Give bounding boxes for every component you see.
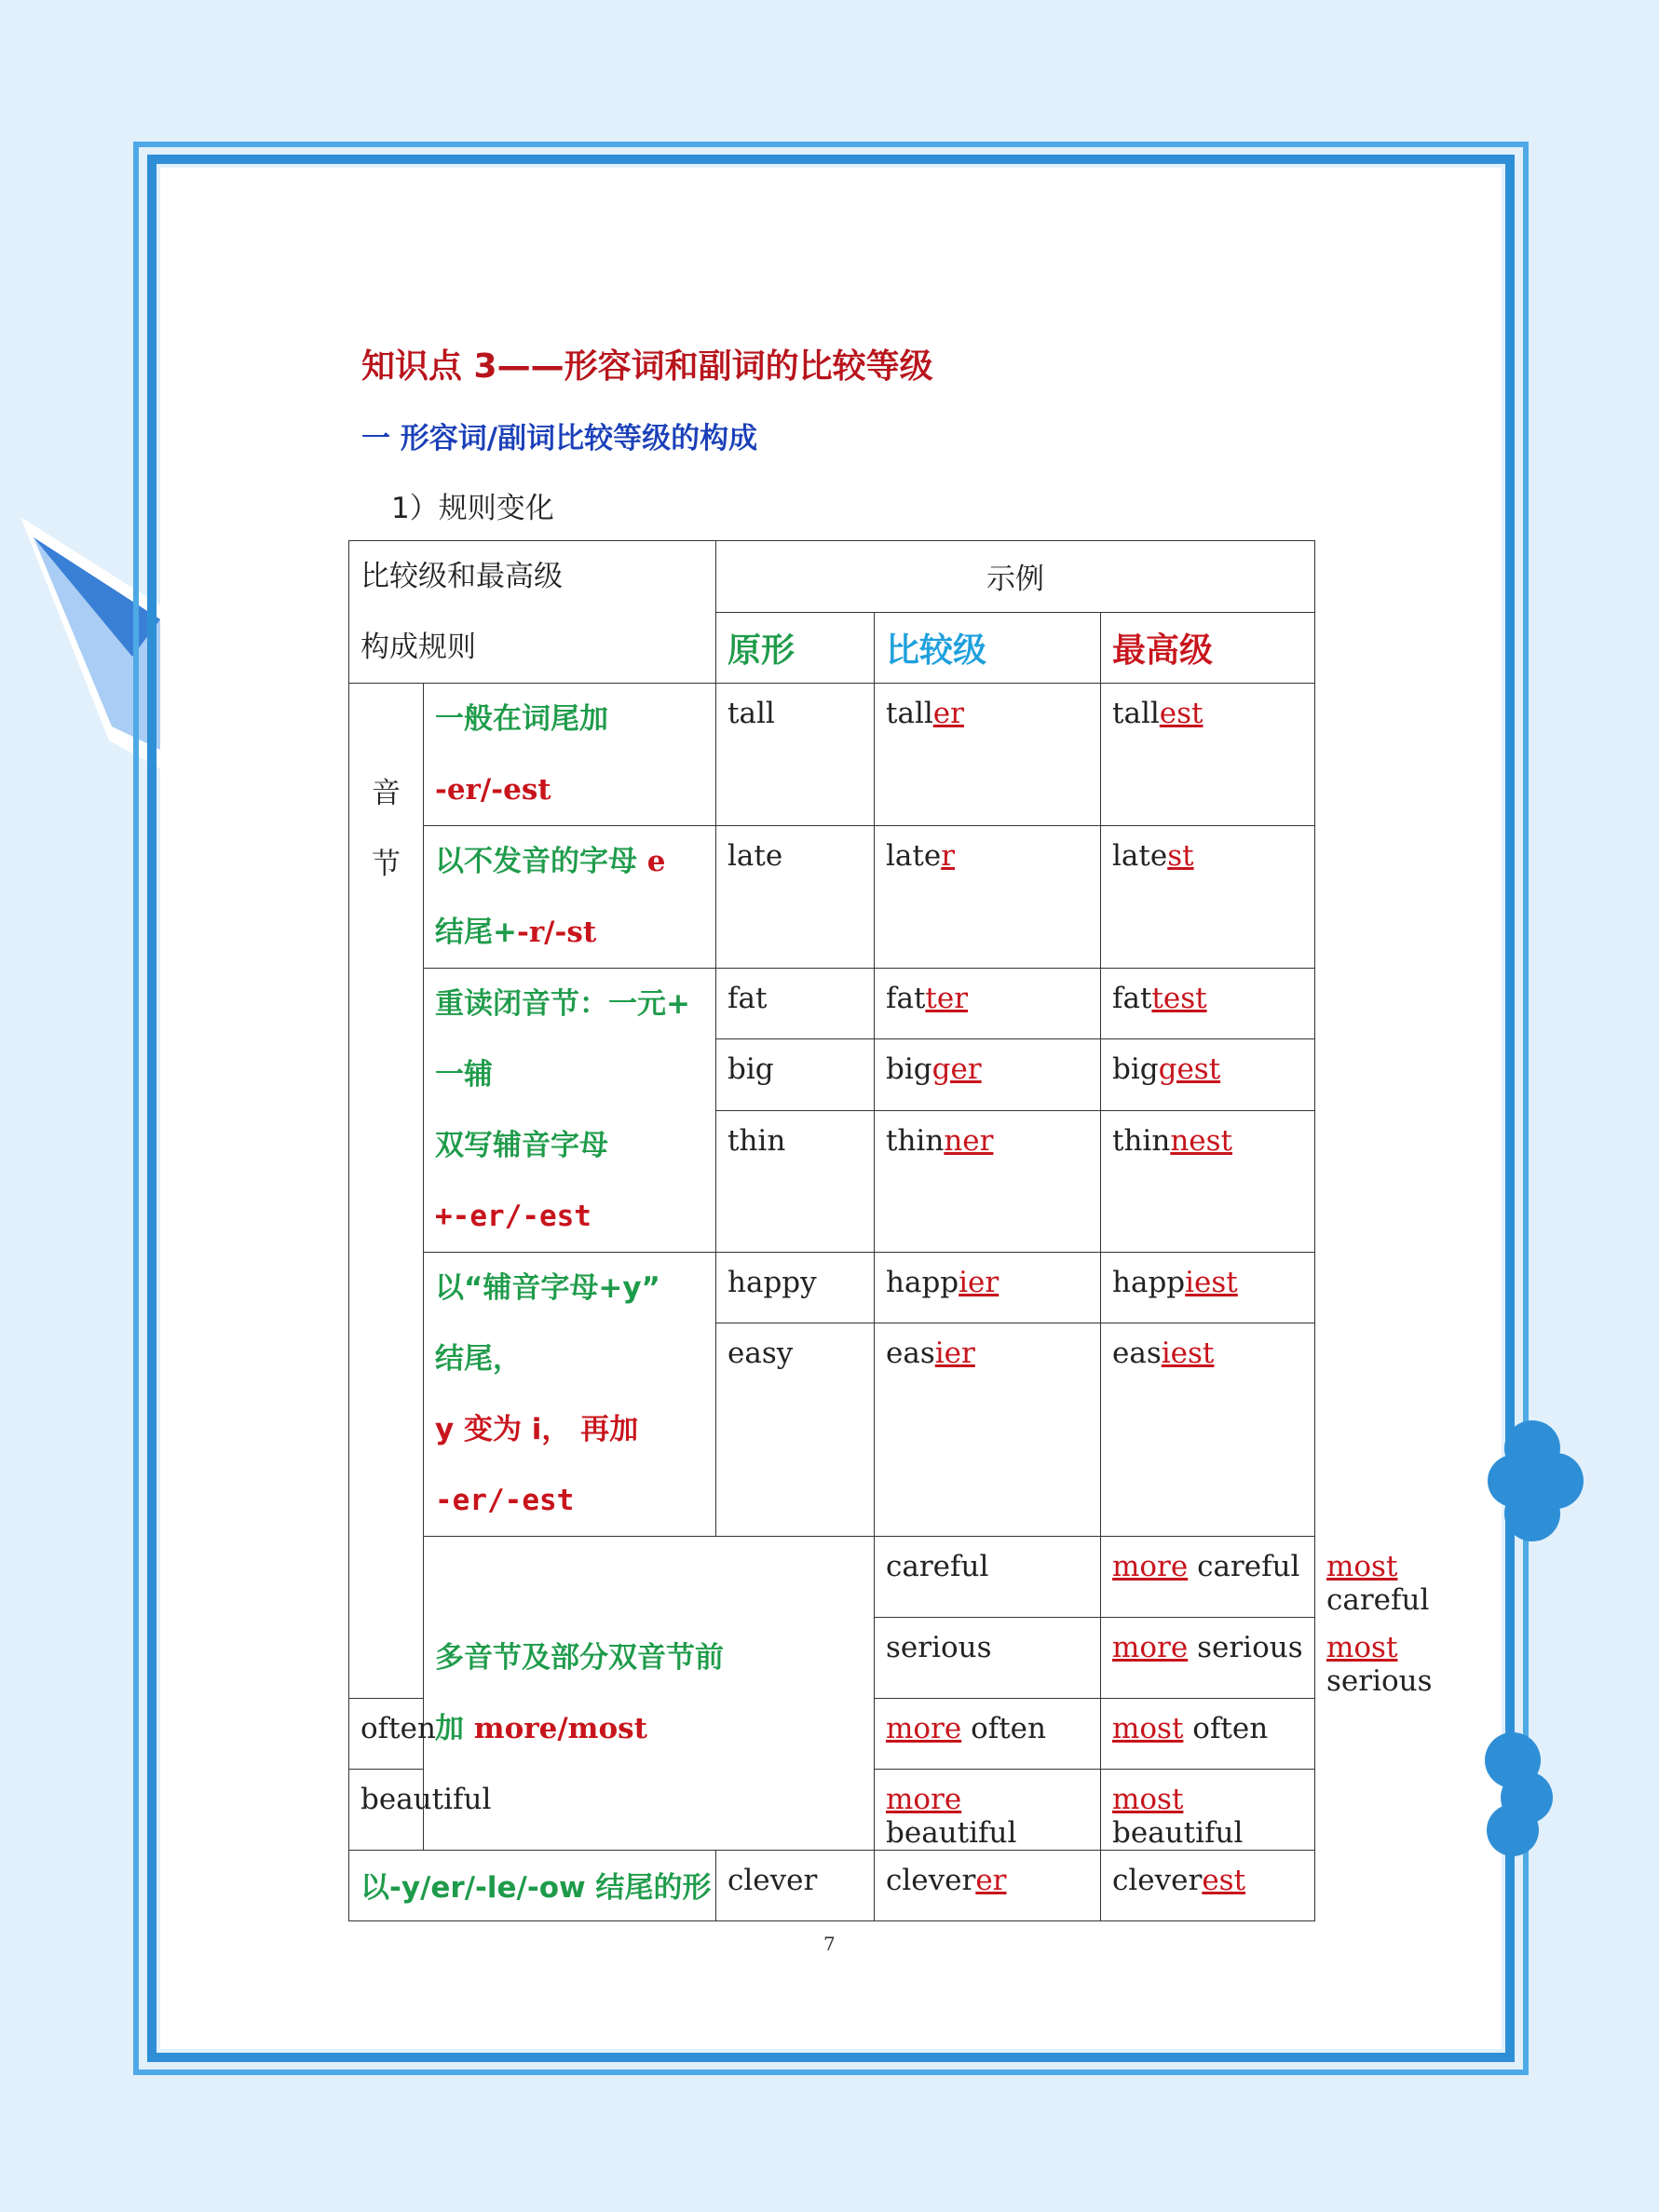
stem: happ (886, 1266, 959, 1299)
section-subtitle: 一 形容词/副词比较等级的构成 (361, 422, 758, 455)
word: serious (1188, 1631, 1303, 1664)
rule-double-text3: 双写辅音字母 (435, 1129, 608, 1162)
word-base: clever (716, 1851, 875, 1921)
word-superlative (1101, 969, 1315, 1039)
syllable-label-top: 音 (372, 777, 401, 810)
word-superlative (1101, 1253, 1315, 1323)
page-title: 知识点 3——形容词和副词的比较等级 (361, 347, 933, 386)
stem: fat (1112, 982, 1152, 1015)
word-base: thin (716, 1110, 875, 1253)
prefix: more (886, 1783, 962, 1816)
word-superlative (1101, 684, 1315, 826)
word-base: tall (716, 684, 875, 826)
word-base: easy (716, 1323, 875, 1537)
rule-silent-e-suffix: -r/-st (516, 916, 597, 949)
rule-silent-e (424, 826, 716, 969)
rule-more-words: more/most (473, 1712, 647, 1745)
prefix: more (1112, 1550, 1189, 1583)
examples-header: 示例 (716, 541, 1315, 613)
flower-decoration-small (1485, 1723, 1556, 1863)
stem: big (886, 1052, 932, 1087)
stem: big (1112, 1052, 1159, 1087)
suffix: er (932, 697, 964, 730)
prefix: most (1112, 1712, 1184, 1745)
stem: fat (886, 982, 926, 1015)
rule-ending-text: 以-y/er/-le/-ow 结尾的形 (360, 1871, 712, 1905)
stem: thin (886, 1123, 945, 1158)
word-superlative (1101, 826, 1315, 969)
word-comparative (875, 1253, 1101, 1323)
word-base: happy (716, 1253, 875, 1323)
stem: tall (1112, 697, 1160, 730)
word-base: fat (716, 969, 875, 1039)
suffix: est (1159, 697, 1203, 730)
word: careful (1188, 1550, 1300, 1583)
word-comparative (875, 684, 1101, 826)
prefix: most (1326, 1631, 1398, 1664)
word: often (961, 1712, 1046, 1745)
word-base: careful (875, 1537, 1101, 1618)
rule-silent-e-text: 以不发音的字母 (435, 845, 647, 878)
word-comparative (875, 1699, 1101, 1770)
suffix: r (941, 839, 956, 873)
prefix: more (886, 1712, 962, 1745)
word: careful (1326, 1583, 1430, 1617)
suffix: nest (1170, 1123, 1232, 1158)
rule-more-text2: 加 (435, 1712, 474, 1745)
word-base: beautiful (349, 1770, 424, 1851)
word-comparative (875, 1851, 1101, 1921)
rule-general (424, 684, 716, 826)
suffix: est (1202, 1864, 1246, 1897)
rule-header-line2: 构成规则 (360, 631, 476, 664)
stem: tall (886, 697, 933, 730)
base-form-header: 原形 (728, 631, 796, 670)
suffix: ger (931, 1052, 982, 1087)
suffix: ter (925, 982, 969, 1015)
word-comparative (875, 969, 1101, 1039)
word-superlative (1101, 1851, 1315, 1921)
word: beautiful (886, 1816, 1017, 1850)
syllable-label-bottom: 节 (372, 848, 401, 881)
suffix: test (1151, 982, 1207, 1015)
word-superlative (1101, 1110, 1315, 1253)
stem: clever (886, 1864, 976, 1897)
rule-y-text3: y 变为 i， 再加 (435, 1413, 639, 1446)
rule-silent-e-letter: e (646, 845, 666, 878)
superlative-header: 最高级 (1112, 631, 1214, 670)
word-comparative (875, 1770, 1101, 1851)
rule-double-text2: 一辅 (435, 1058, 493, 1092)
rule-silent-e-text2: 结尾+ (435, 916, 517, 949)
suffix: iest (1161, 1337, 1215, 1371)
suffix: gest (1158, 1052, 1221, 1087)
stem: eas (886, 1337, 935, 1371)
word: often (1183, 1712, 1269, 1745)
comparison-table (348, 540, 1433, 1921)
stem: clever (1112, 1864, 1203, 1897)
word-comparative (1101, 1537, 1315, 1618)
subsection-heading: 1）规则变化 (391, 492, 554, 525)
stem: late (1112, 839, 1168, 873)
rule-more-most (424, 1537, 875, 1851)
word: beautiful (1112, 1816, 1244, 1850)
word-comparative (875, 826, 1101, 969)
word-superlative (1101, 1770, 1315, 1851)
word-comparative (875, 1039, 1101, 1110)
comparative-header: 比较级 (886, 631, 987, 670)
prefix: more (1112, 1631, 1189, 1664)
rule-general-suffix: -er/-est (435, 773, 551, 807)
word-base: big (716, 1039, 875, 1110)
prefix: most (1326, 1550, 1398, 1583)
stem: late (886, 839, 942, 873)
suffix: ier (959, 1266, 999, 1299)
suffix: st (1167, 839, 1194, 873)
word-base: often (349, 1699, 424, 1770)
syllable-label-cell (349, 684, 424, 1699)
rule-general-text: 一般在词尾加 (435, 702, 608, 736)
word-comparative (875, 1323, 1101, 1537)
rule-header (349, 541, 716, 684)
word-comparative (875, 1110, 1101, 1253)
suffix: iest (1185, 1266, 1238, 1299)
word-comparative (1101, 1618, 1315, 1699)
page-number: 7 (823, 1933, 836, 1955)
rule-double-consonant (424, 969, 716, 1253)
suffix: er (975, 1864, 1007, 1897)
stem: eas (1112, 1337, 1162, 1371)
rule-y-text2: 结尾， (435, 1342, 522, 1376)
rule-double-suffix: +-er/-est (435, 1200, 592, 1233)
suffix: ier (934, 1337, 975, 1371)
word-superlative (1101, 1039, 1315, 1110)
rule-y-text1: 以“辅音字母+y” (435, 1271, 660, 1305)
word-superlative (1101, 1699, 1315, 1770)
word: serious (1326, 1664, 1433, 1698)
suffix: ner (944, 1123, 994, 1158)
rule-ending-y-er-le-ow (349, 1851, 716, 1921)
rule-y-suffix: -er/-est (435, 1484, 575, 1517)
word-superlative (1101, 1323, 1315, 1537)
word-base: serious (875, 1618, 1101, 1699)
stem: happ (1112, 1266, 1186, 1299)
rule-double-text1: 重读闭音节：一元+ (435, 987, 690, 1021)
word-base: late (716, 826, 875, 969)
rule-consonant-y (424, 1253, 716, 1537)
rule-header-line1: 比较级和最高级 (360, 560, 563, 593)
rule-more-text1: 多音节及部分双音节前 (435, 1641, 724, 1675)
flower-decoration (1481, 1416, 1584, 1546)
stem: thin (1112, 1123, 1171, 1158)
prefix: most (1112, 1783, 1184, 1816)
